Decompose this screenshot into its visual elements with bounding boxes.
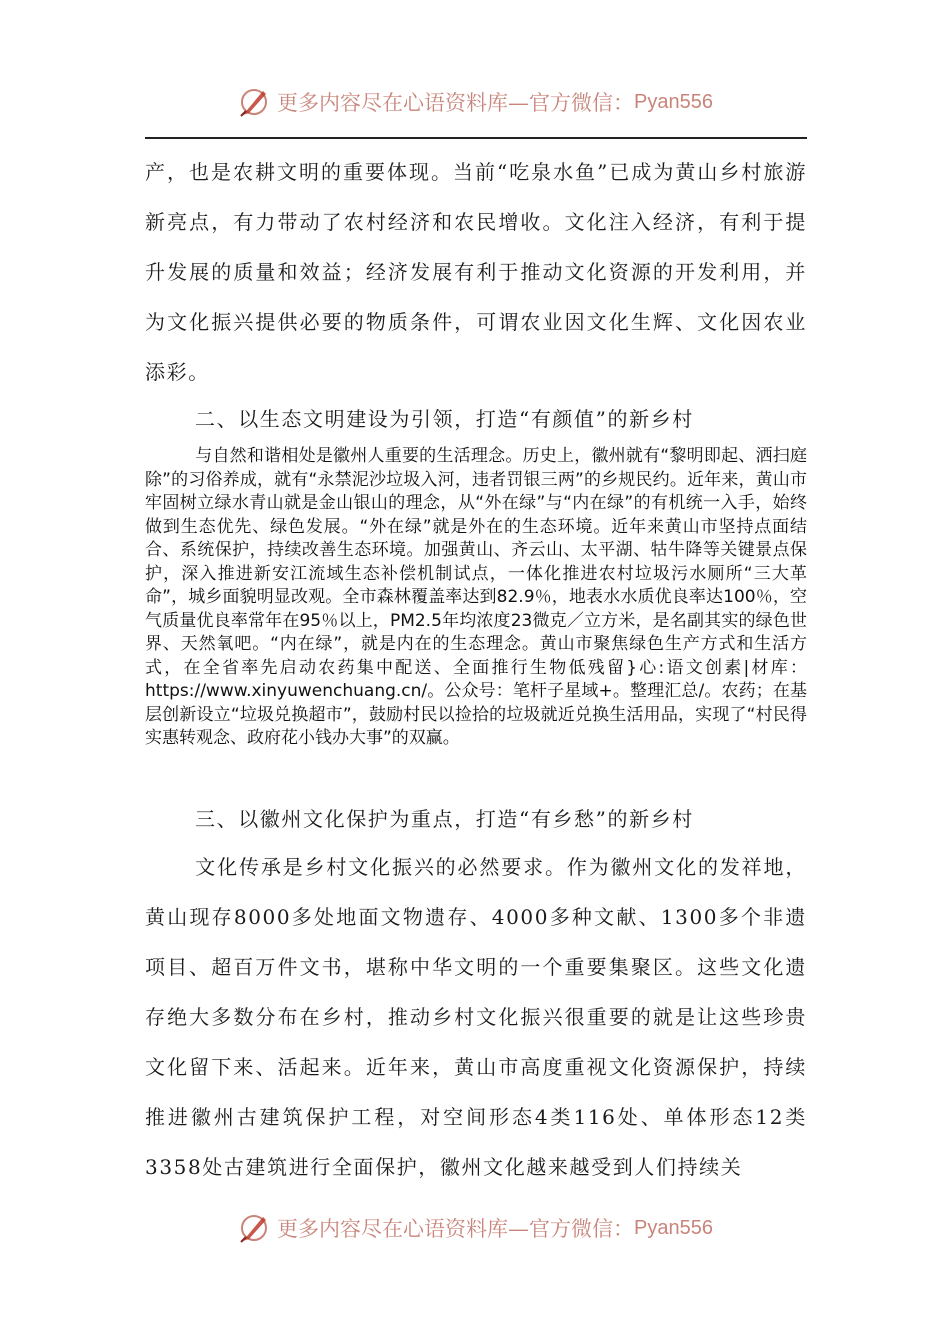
banner-text: 更多内容尽在心语资料库—官方微信： xyxy=(277,91,635,115)
section-heading-3: 三、以徽州文化保护为重点，打造“有乡愁”的新乡村 xyxy=(195,807,694,831)
paragraph-2-text: 与自然和谐相处是徽州人重要的生活理念。历史上，徽州就有“黎明即起、洒扫庭除”的习俗养成，就有“永禁泥沙垃圾入河，违者罚银三两”的乡规民约。近年来，黄山市牢固树立绿水青山就是金山银山的理念，从“外在绿”与“内在绿”的有机统一入手，始终做到生态优先、绿色发展。“外在绿”就是外在的生态环境。近年来黄山市坚持点面结合、系统保护，持续改善生态环境。加强黄山、齐云山、太平湖、牯牛降等关键景点保护，深入推进新安江流域生态补偿机制试点，一体化推进农村垃圾污水厕所“三大革命”，城乡面貌明显改观。全市森林覆盖率达到82.9％，地表水水质优良率达100％，空气质量优良率常年在95％以上，PM2.5年均浓度23微克／立方米，是名副其实的绿色世界、天然氧吧。“内在绿”，就是内在的生态理念。黄山市聚焦绿色生产方式和生活方式，在全省率先启动农药集中配送、全面推行生物低残留}心:语文创素|材库：https://www.xinyuwenchuang.cn/。公众号：笔杆子星域+。整理汇总/。农药；在基层创新设立“垃圾兑换超市”，鼓励村民以捡拾的垃圾就近兑换生活用品，实现了“村民得实惠转观念、政府花小钱办大事”的双赢。 xyxy=(145,446,807,748)
section-heading-2: 二、以生态文明建设为引领，打造“有颜值”的新乡村 xyxy=(195,407,694,431)
paragraph-2 xyxy=(145,445,807,751)
header-banner xyxy=(0,82,950,122)
paragraph-3 xyxy=(145,842,807,1192)
header-divider xyxy=(145,137,807,139)
banner-wechat-id: Pyan556 xyxy=(634,1216,713,1239)
quill-pen-logo-icon xyxy=(237,1211,271,1245)
banner-wechat-id: Pyan556 xyxy=(634,90,713,113)
paragraph-1: 产，也是农耕文明的重要体现。当前“吃泉水鱼”已成为黄山乡村旅游新亮点，有力带动了农村经济和农民增收。文化注入经济，有利于提升发展的质量和效益；经济发展有利于推动文化资源的开发利用，并为文化振兴提供必要的物质条件，可谓农业因文化生辉、文化因农业添彩。 xyxy=(145,160,807,384)
footer-banner xyxy=(0,1208,950,1248)
quill-pen-logo-icon xyxy=(237,85,271,119)
paragraph-3-text: 文化传承是乡村文化振兴的必然要求。作为徽州文化的发祥地，黄山现存8000多处地面文物遗存、4000多种文献、1300多个非遗项目、超百万件文书，堪称中华文明的一个重要集聚区。这些文化遗存绝大多数分布在乡村，推动乡村文化振兴很重要的就是让这些珍贵文化留下来、活起来。近年来，黄山市高度重视文化资源保护，持续推进徽州古建筑保护工程，对空间形态4类116处、单体形态12类3358处古建筑进行全面保护，徽州文化越来越受到人们持续关 xyxy=(145,855,807,1179)
banner-text: 更多内容尽在心语资料库—官方微信： xyxy=(277,1217,635,1241)
